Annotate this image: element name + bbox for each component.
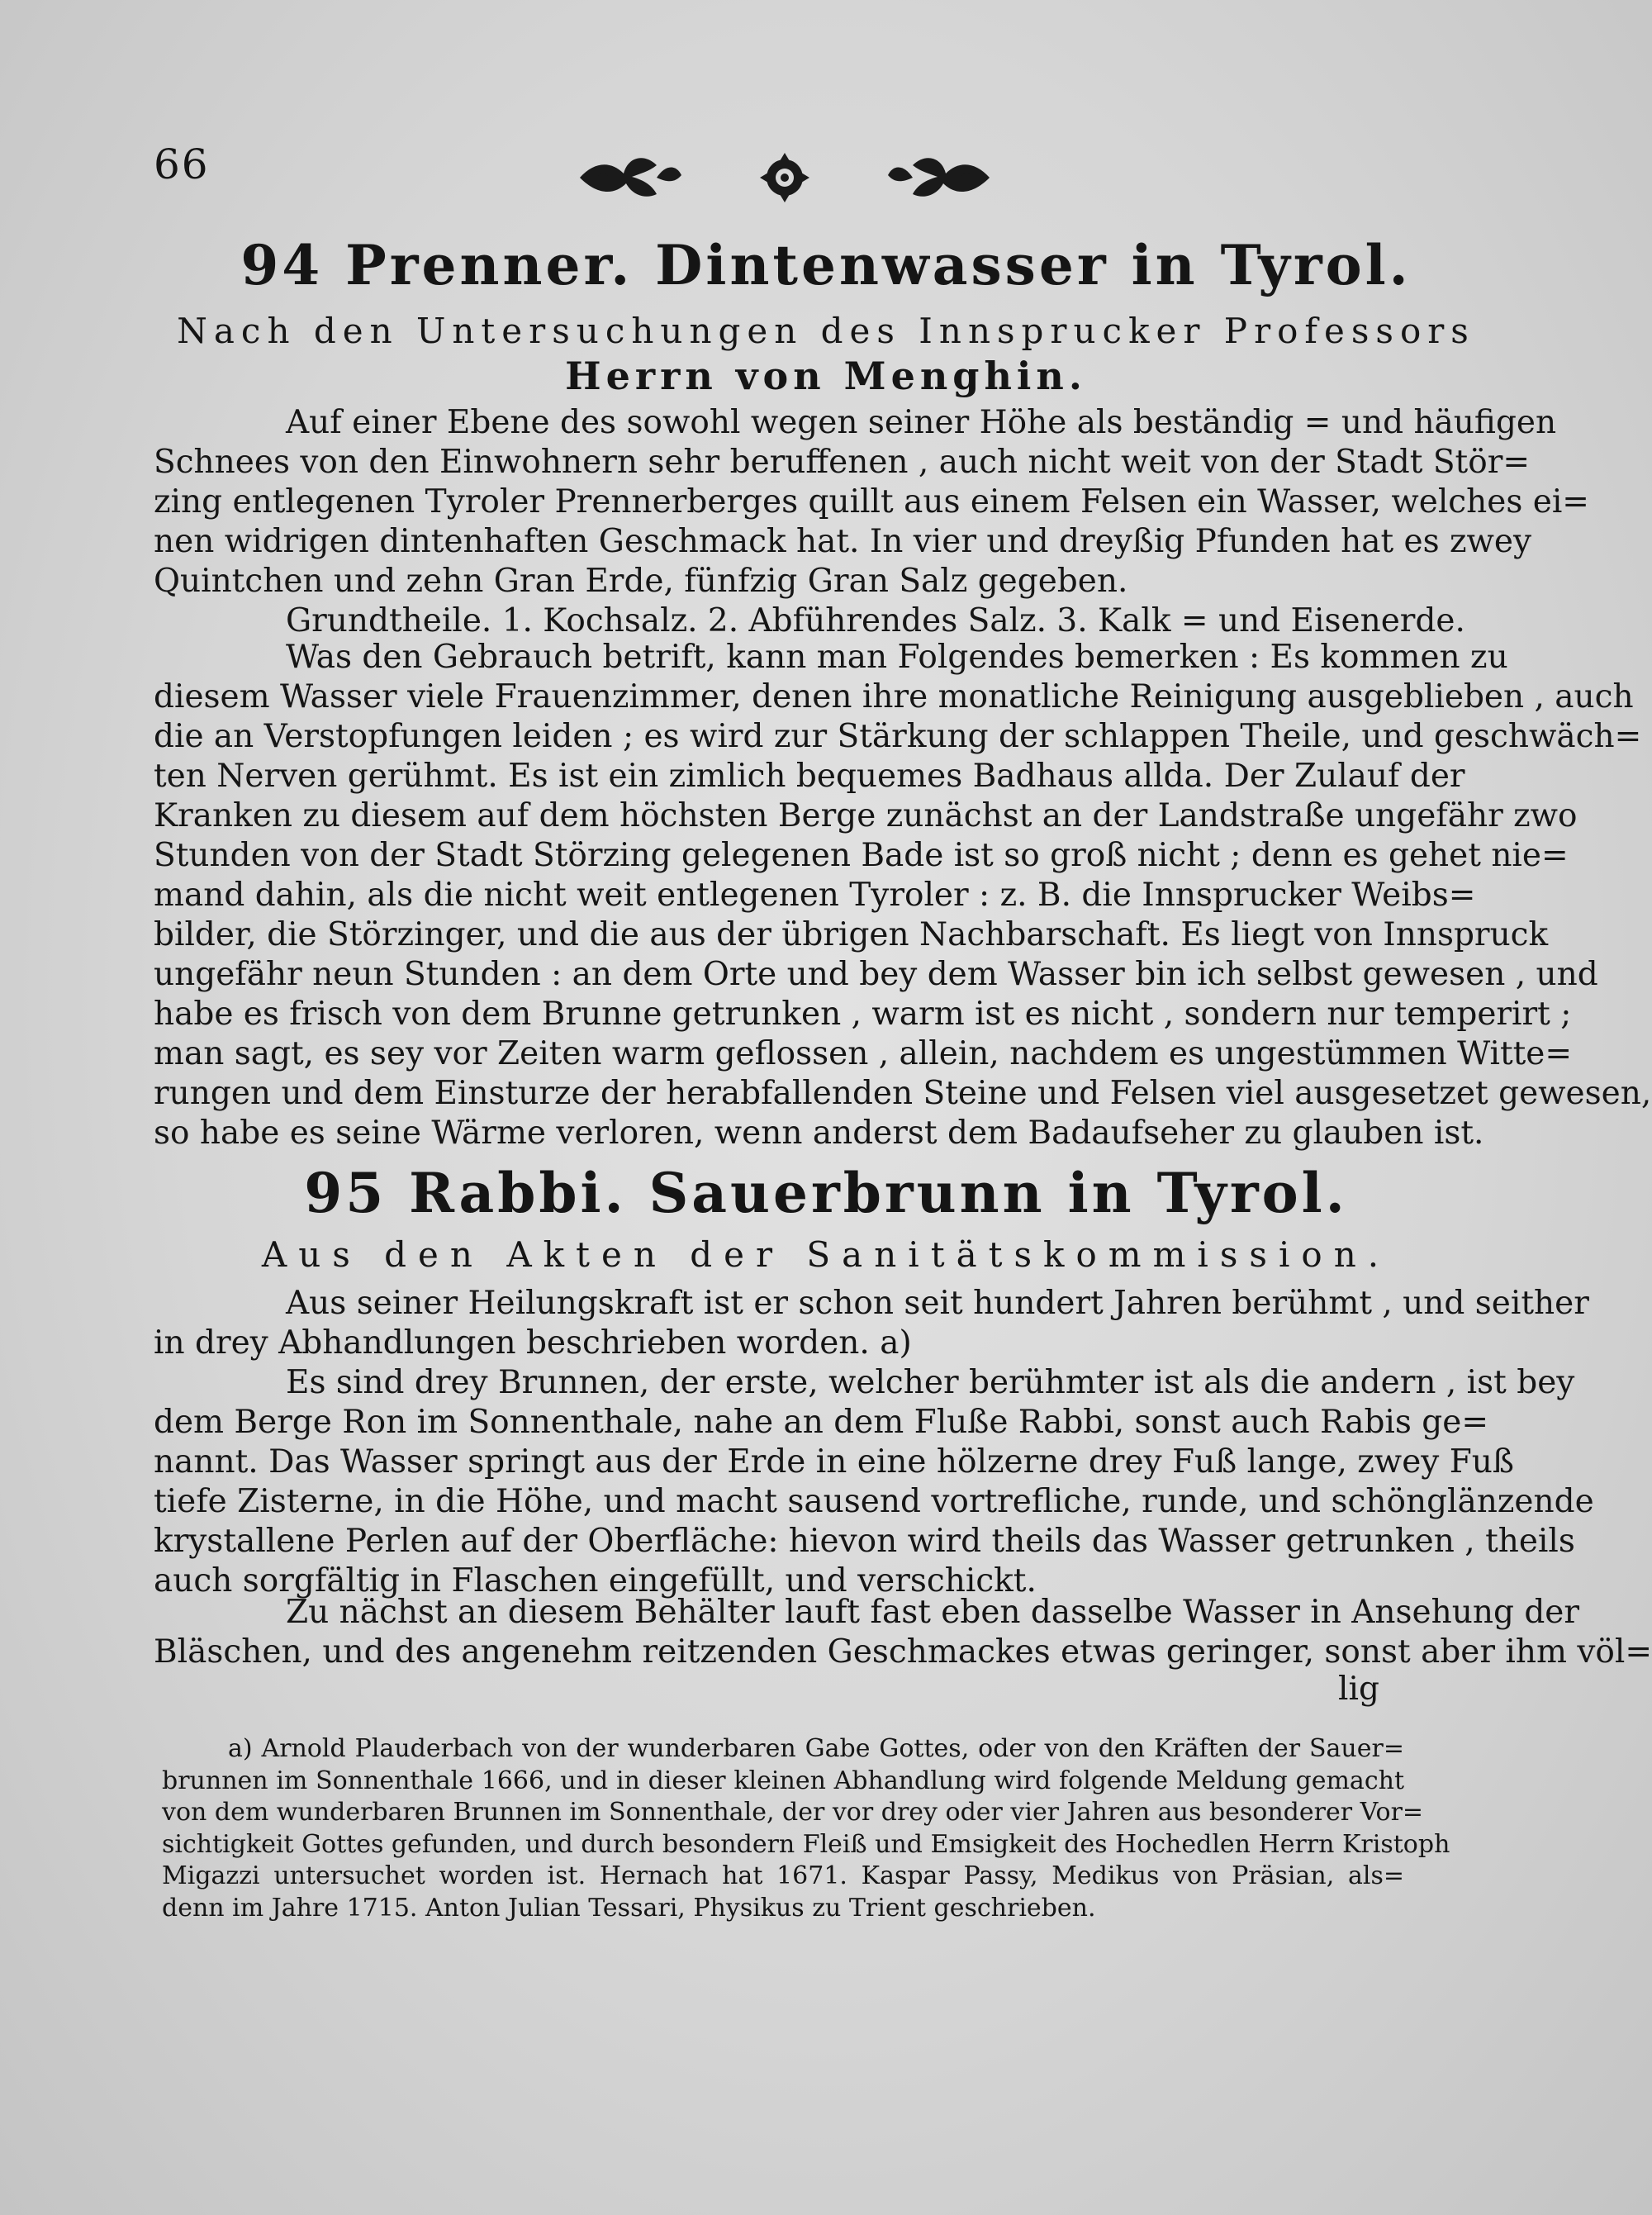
footnote-line: brunnen im Sonnenthale 1666, und in dieser kleinen Abhandlung wird folgende Meldung gemacht [162,1766,1404,1795]
text-line: ten Nerven gerühmt. Es ist ein zimlich bequemes Badhaus allda. Der Zulauf der [154,758,1465,795]
text-line: diesem Wasser viele Frauenzimmer, denen ihre monatliche Reinigung ausgeblieben , auch [154,678,1634,715]
text-line: in drey Abhandlungen beschrieben worden. a) [154,1324,912,1362]
text-line: nannt. Das Wasser springt aus der Erde in eine hölzerne drey Fuß lange, zwey Fuß [154,1443,1514,1481]
text-line: Auf einer Ebene des sowohl wegen seiner Höhe als beständig = und häufigen [286,404,1557,441]
text-line: ungefähr neun Stunden : an dem Orte und bey dem Wasser bin ich selbst gewesen , und [154,956,1598,993]
footnote-line: denn im Jahre 1715. Anton Julian Tessari, Physikus zu Trient geschrieben. [162,1893,1096,1923]
catchword: lig [1338,1671,1379,1708]
text-line: habe es frisch von dem Brunne getrunken , warm ist es nicht , sondern nur temperirt ; [154,996,1572,1033]
text-line: Stunden von der Stadt Störzing gelegenen Bade ist so groß nicht ; denn es gehet nie= [154,837,1569,874]
text-line: zing entlegenen Tyroler Prennerberges quillt aus einem Felsen ein Wasser, welches ei= [154,483,1589,520]
text-line: tiefe Zisterne, in die Höhe, und macht sausend vortrefliche, runde, und schönglänzende [154,1483,1594,1520]
section-94-paragraph-3 [154,638,1652,1153]
text-line: nen widrigen dintenhaften Geschmack hat. In vier und dreyßig Pfunden hat es zwey [154,523,1532,560]
text-line: Aus seiner Heilungskraft ist er schon seit hundert Jahren berühmt , und seither [286,1285,1589,1322]
section-95-source: Aus den Akten der Sanitätskommission. [261,1234,1391,1275]
footnote-line: sichtigkeit Gottes gefunden, und durch besondern Fleiß und Emsigkeit des Hochedlen Herrn Kristoph [162,1829,1450,1859]
footnote-line: Migazzi untersuchet worden ist. Hernach hat 1671. Kaspar Passy, Medikus von Präsian, als= [162,1861,1404,1890]
text-line: Es sind drey Brunnen, der erste, welcher berühmter ist als die andern , ist bey [286,1364,1575,1401]
text-line: Kranken zu diesem auf dem höchsten Berge zunächst an der Landstraße ungefähr zwo [154,797,1578,834]
section-95-paragraph-3 [154,1593,1652,1672]
text-line: mand dahin, als die nicht weit entlegenen Tyroler : z. B. die Innsprucker Weibs= [154,877,1476,914]
section-95-paragraph-2 [154,1363,1594,1601]
text-line: man sagt, es sey vor Zeiten warm geflossen , allein, nachdem es ungestümmen Witte= [154,1035,1573,1072]
section-95-title: 95 Rabbi. Sauerbrunn in Tyrol. [304,1161,1348,1225]
section-94-paragraph-2 [154,601,1465,641]
text-line: Schnees von den Einwohnern sehr beruffenen , auch nicht weit von der Stadt Stör= [154,444,1531,481]
page-number: 66 [154,140,210,188]
text-line: so habe es seine Wärme verloren, wenn anderst dem Badaufseher zu glauben ist. [154,1115,1484,1152]
text-line: Quintchen und zehn Gran Erde, fünfzig Gran Salz gegeben. [154,563,1128,600]
footnote-line: von dem wunderbaren Brunnen im Sonnenthale, der vor drey oder vier Jahren aus besonderer Vor= [162,1798,1424,1827]
text-line: Grundtheile. 1. Kochsalz. 2. Abführendes Salz. 3. Kalk = und Eisenerde. [286,602,1465,639]
text-line: bilder, die Störzinger, und die aus der übrigen Nachbarschaft. Es liegt von Innspruck [154,916,1549,953]
text-line: Was den Gebrauch betrift, kann man Folgendes bemerken : Es kommen zu [286,639,1508,676]
section-94-paragraph-1 [154,403,1589,601]
section-94-title: 94 Prenner. Dintenwasser in Tyrol. [240,233,1412,297]
text-line: rungen und dem Einsturze der herabfallenden Steine und Felsen viel ausgesetzet gewesen, [154,1075,1652,1112]
floral-ornament-icon [578,149,991,207]
text-line: die an Verstopfungen leiden ; es wird zur Stärkung der schlappen Theile, und geschwäch= [154,718,1642,755]
section-94-source-line-1: Nach den Untersuchungen des Innsprucker Professors [177,311,1475,351]
text-line: dem Berge Ron im Sonnenthale, nahe an dem Fluße Rabbi, sonst auch Rabis ge= [154,1404,1489,1441]
section-95-paragraph-1 [154,1284,1589,1363]
text-line: krystallene Perlen auf der Oberfläche: hievon wird theils das Wasser getrunken , theils [154,1523,1575,1560]
text-line: Bläschen, und des angenehm reitzenden Geschmackes etwas geringer, sonst aber ihm völ= [154,1633,1652,1671]
footnote [162,1733,1450,1924]
section-94-source-line-2: Herrn von Menghin. [565,354,1087,398]
text-line: auch sorgfältig in Flaschen eingefüllt, und verschickt. [154,1562,1037,1599]
text-line: Zu nächst an diesem Behälter lauft fast eben dasselbe Wasser in Ansehung der [286,1594,1580,1631]
footnote-line: a) Arnold Plauderbach von der wunderbaren Gabe Gottes, oder von den Kräften der Sauer= [228,1734,1404,1763]
